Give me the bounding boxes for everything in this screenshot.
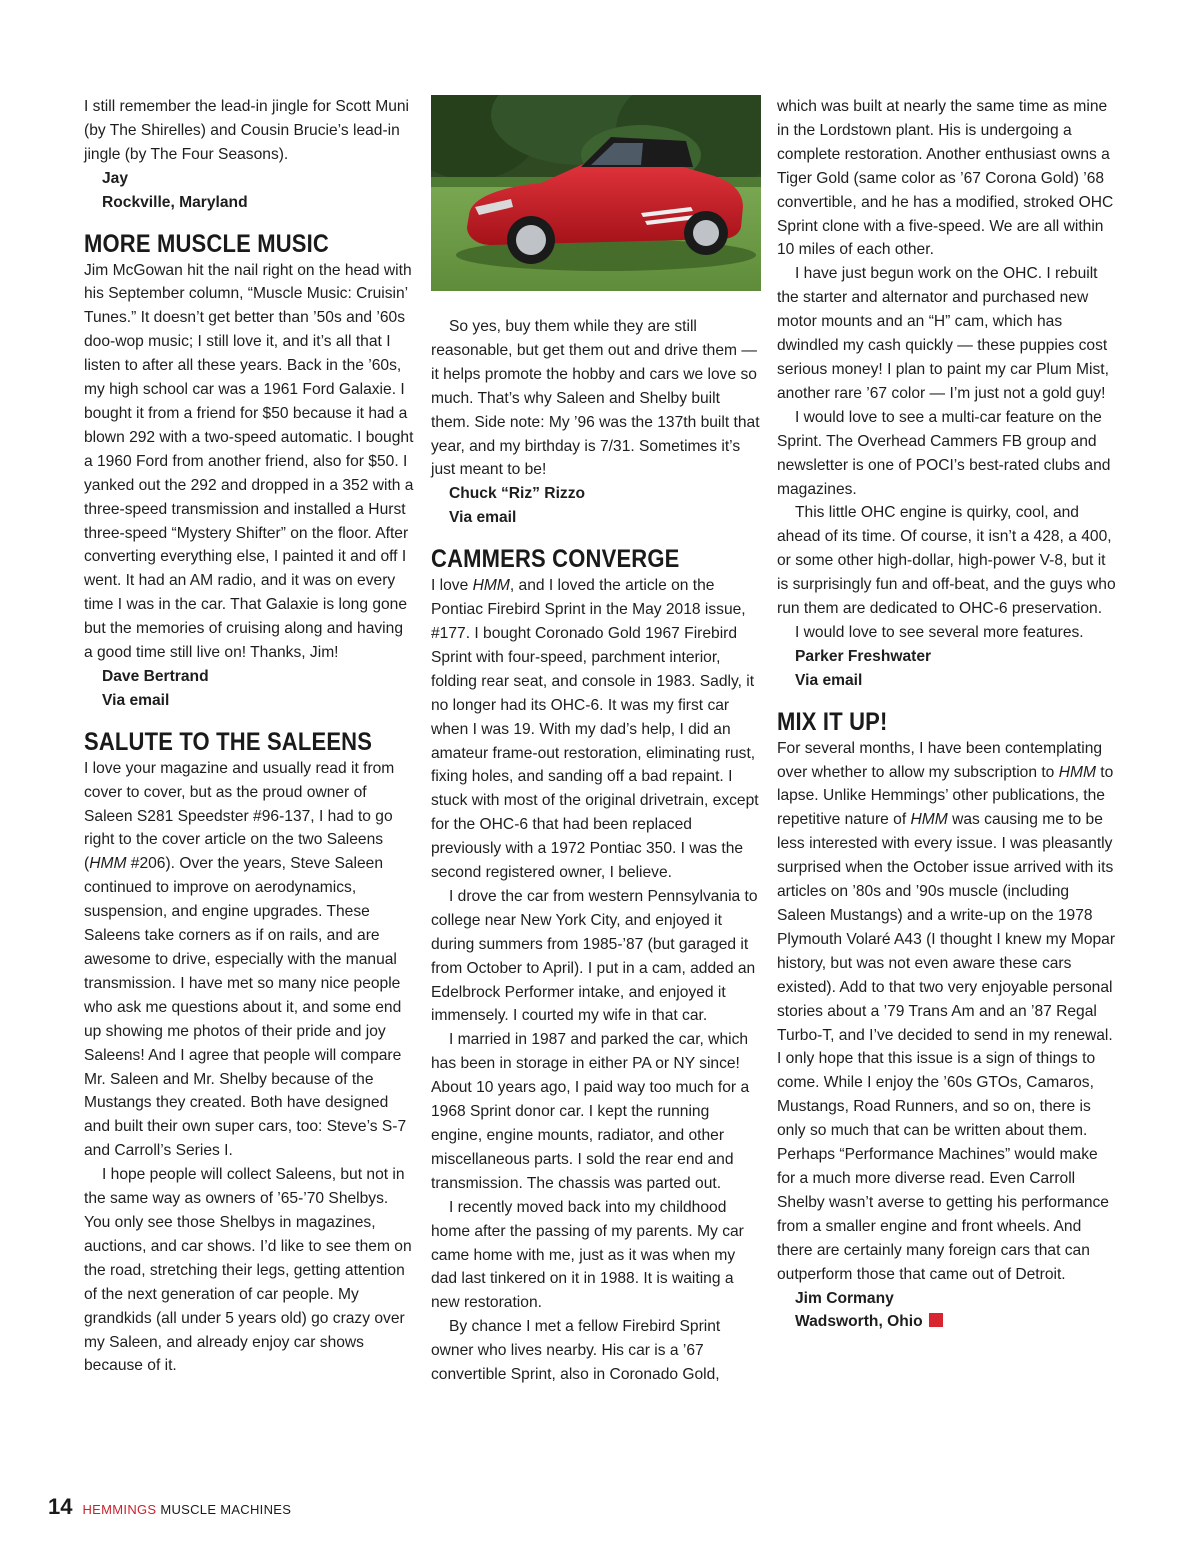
publication-name — [82, 1502, 291, 1517]
body-paragraph: I hope people will collect Saleens, but not in the same way as owners of ’65-’70 Shelbys. You only see those Shelbys in magazines, auctions, and car shows. I’d like to see them on the road, stretching their legs, getting attention of the next generation of car people. My grandkids (all under 5 years old) go crazy over my Saleen, and already enjoy car shows because of it. — [84, 1166, 412, 1375]
body-paragraph: This little OHC engine is quirky, cool, and ahead of its time. Of course, it isn’t a 428, a 400, or some other high-dollar, high-power V-8, but it is surprisingly fun and off-beat, and the guys who run them are dedicated to OHC-6 preservation. — [777, 504, 1116, 618]
magazine-abbrev: HMM — [1058, 763, 1096, 781]
page-footer — [48, 1494, 291, 1520]
body-paragraph — [777, 737, 1117, 1287]
signature-name: Dave Bertrand — [102, 667, 209, 685]
body-paragraph: I have just begun work on the OHC. I rebuilt the starter and alternator and purchased new motor mounts and an “H” cam, which has dwindled my cash quickly — these puppies cost serious money! I plan to paint my car Plum Mist, another rare ’67 color — I’m just not a gold guy! — [777, 265, 1109, 402]
letter-saleens-continued — [431, 315, 761, 530]
page-number: 14 — [48, 1494, 73, 1519]
signature-location-text: Wadsworth, Ohio — [795, 1313, 923, 1331]
letter-more-muscle-music — [84, 259, 414, 713]
letter-intro-end — [84, 95, 414, 215]
body-paragraph: So yes, buy them while they are still reasonable, but get them out and drive them — it helps promote the hobby and cars we love so much. That’s why Saleen and Shelby built them. Side note: My ’96 was the 137th built that year, and my birthday is 7/31. Sometimes it’s just meant to be! — [431, 318, 760, 479]
body-paragraph: I recently moved back into my childhood home after the passing of my parents. My car came home with me, just as it was when my dad last tinkered on it in 1988. It is waiting a new restoration. — [431, 1198, 744, 1312]
signature-location — [777, 1310, 1117, 1334]
section-heading-mix-it-up: MIX IT UP! — [777, 707, 888, 736]
letter-cammers-converge — [431, 574, 761, 1387]
end-mark-icon — [929, 1313, 943, 1327]
text-run: For several months, I have been contemplating over whether to allow my subscription to — [777, 739, 1103, 781]
letter-mix-it-up — [777, 737, 1117, 1335]
signature-name: Jay — [102, 169, 129, 187]
letter-cammers-continued — [777, 95, 1117, 693]
body-paragraph: I would love to see several more features. — [795, 623, 1084, 641]
section-heading-cammers-converge: CAMMERS CONVERGE — [431, 545, 680, 574]
body-paragraph: By chance I met a fellow Firebird Sprint owner who lives nearby. His car is a ’67 convertible Sprint, also in Coronado Gold, — [431, 1318, 721, 1384]
magazine-abbrev: HMM — [910, 811, 948, 829]
signature-location: Rockville, Maryland — [102, 193, 248, 211]
text-run: , and I loved the article on the Pontiac Firebird Sprint in the May 2018 issue, #177. I bought Coronado Gold 1967 Firebird Sprint with four-speed, parchment interior, folding rear seat, and console in 1983. Sadly, it no longer had its OHC-6. It was my first car when I was 19. With my dad’s help, I did an amateur frame-out restoration, eliminating rust, fixing holes, and sanding off a bad repaint. I stuck with most of the original drivetrain, except for the OHC-6 that had been replaced previously with a 1972 Pontiac 350. I was the second registered owner, I believe. — [431, 577, 759, 882]
signature-location: Via email — [102, 691, 170, 709]
body-paragraph: I married in 1987 and parked the car, which has been in storage in either PA or NY since! About 10 years ago, I paid way too much for a 1968 Sprint donor car. I kept the running engine, engine mounts, radiator, and other miscellaneous parts. I sold the rear end and transmission. The chassis was parted out. — [431, 1031, 750, 1192]
section-heading-more-muscle-music: MORE MUSCLE MUSIC — [84, 229, 329, 258]
section-heading-salute-to-the-saleens: SALUTE TO THE SALEENS — [84, 727, 373, 756]
text-run: to lapse. Unlike Hemmings’ other publications, the repetitive nature of — [777, 763, 1114, 829]
signature-name: Parker Freshwater — [795, 647, 932, 665]
text-run: was causing me to be less interested with every issue. I was pleasantly surprised when the October issue arrived with its articles on ’80s and ’90s muscle (including Saleen Mustangs) and a write-up on the 1978 Plymouth Volaré A43 (I thought I knew my Mopar history, but was not even aware these cars existed). Add to that two very enjoyable personal stories about a ’79 Trans Am and an ’87 Regal Turbo-T, and I’ve decided to send in my renewal. I only hope that this issue is a sign of things to come. While I enjoy the ’60s GTOs, Camaros, Mustangs, Road Runners, and so on, there is only so much that can be written about them. Perhaps “Performance Machines” would make for a much more diverse read. Even Carroll Shelby wasn’t averse to getting his performance from a smaller engine and front wheels. And there are certainly many foreign cars that can outperform those that came out of Detroit. — [777, 811, 1116, 1283]
body-paragraph: I still remember the lead-in jingle for Scott Muni (by The Shirelles) and Cousin Brucie’s lead-in jingle (by The Four Seasons). — [84, 98, 410, 163]
body-paragraph — [431, 574, 761, 885]
magazine-abbrev: HMM — [89, 855, 127, 873]
body-paragraph: I drove the car from western Pennsylvania to college near New York City, and enjoyed it during summers from 1985-’87 (but garaged it from October to April). I put in a cam, added an Edelbrock Performer intake, and enjoyed it immensely. I courted my wife in that car. — [431, 887, 758, 1025]
signature-name: Chuck “Riz” Rizzo — [449, 485, 586, 503]
column-right — [777, 95, 1117, 1334]
column-middle — [431, 95, 761, 1387]
letter-salute-to-the-saleens — [84, 757, 414, 1379]
magazine-abbrev: HMM — [472, 577, 510, 595]
text-run: I love your magazine and usually read it from cover to cover, but as the proud owner of Saleen S281 Speedster #96-137, I had to go right to the cover article on the two Saleens ( — [84, 759, 395, 873]
brand-name: HEMMINGS — [82, 1502, 157, 1517]
publication-title: MUSCLE MACHINES — [160, 1502, 292, 1517]
signature-location: Via email — [449, 509, 517, 527]
signature-location: Via email — [795, 671, 863, 689]
body-paragraph: I would love to see a multi-car feature on the Sprint. The Overhead Cammers FB group and newsletter is one of POCI’s best-rated clubs and magazines. — [777, 408, 1111, 498]
signature-name: Jim Cormany — [795, 1289, 894, 1307]
body-paragraph — [84, 757, 414, 1163]
body-paragraph: Jim McGowan hit the nail right on the head with his September column, “Muscle Music: Cruisin’ Tunes.” It doesn’t get better than ’50s and ’60s doo-wop music; I still love it, and it’s all that I listen to after all these years. Back in the ’60s, my high school car was a 1961 Ford Galaxie. I bought it from a friend for $50 because it had a blown 292 with a two-speed automatic. I bought a 1960 Ford from another friend, also for $50. I yanked out the 292 and dropped in a 352 with a three-speed transmission and installed a Hurst three-speed “Mystery Shifter” on the floor. After converting everything else, I painted it and off I went. It had an AM radio, and it was on every time I was in the car. That Galaxie is long gone but the memories of cruising along and having a good time still live on! Thanks, Jim! — [84, 261, 414, 662]
body-paragraph: which was built at nearly the same time as mine in the Lordstown plant. His is undergoing a complete restoration. Another enthusiast owns a Tiger Gold (same color as ’67 Corona Gold) ’68 convertible, and he has a modified, stroked OHC Sprint clone with a five-speed. We are all within 10 miles of each other. — [777, 98, 1114, 259]
text-run: #206). Over the years, Steve Saleen continued to improve on aerodynamics, suspension, and engine upgrades. These Saleens take corners as if on rails, and are awesome to drive, especially with the manual transmission. I have met so many nice people who ask me questions about it, and some end up showing me photos of their pride and joy Saleens! And I agree that people will compare Mr. Saleen and Mr. Shelby because of the Mustangs they created. Both have designed and built their own super cars, too: Steve’s S-7 and Carroll’s Series I. — [84, 855, 407, 1160]
car-photo — [431, 95, 761, 291]
column-left — [84, 95, 414, 1378]
text-run: I love — [431, 577, 473, 595]
